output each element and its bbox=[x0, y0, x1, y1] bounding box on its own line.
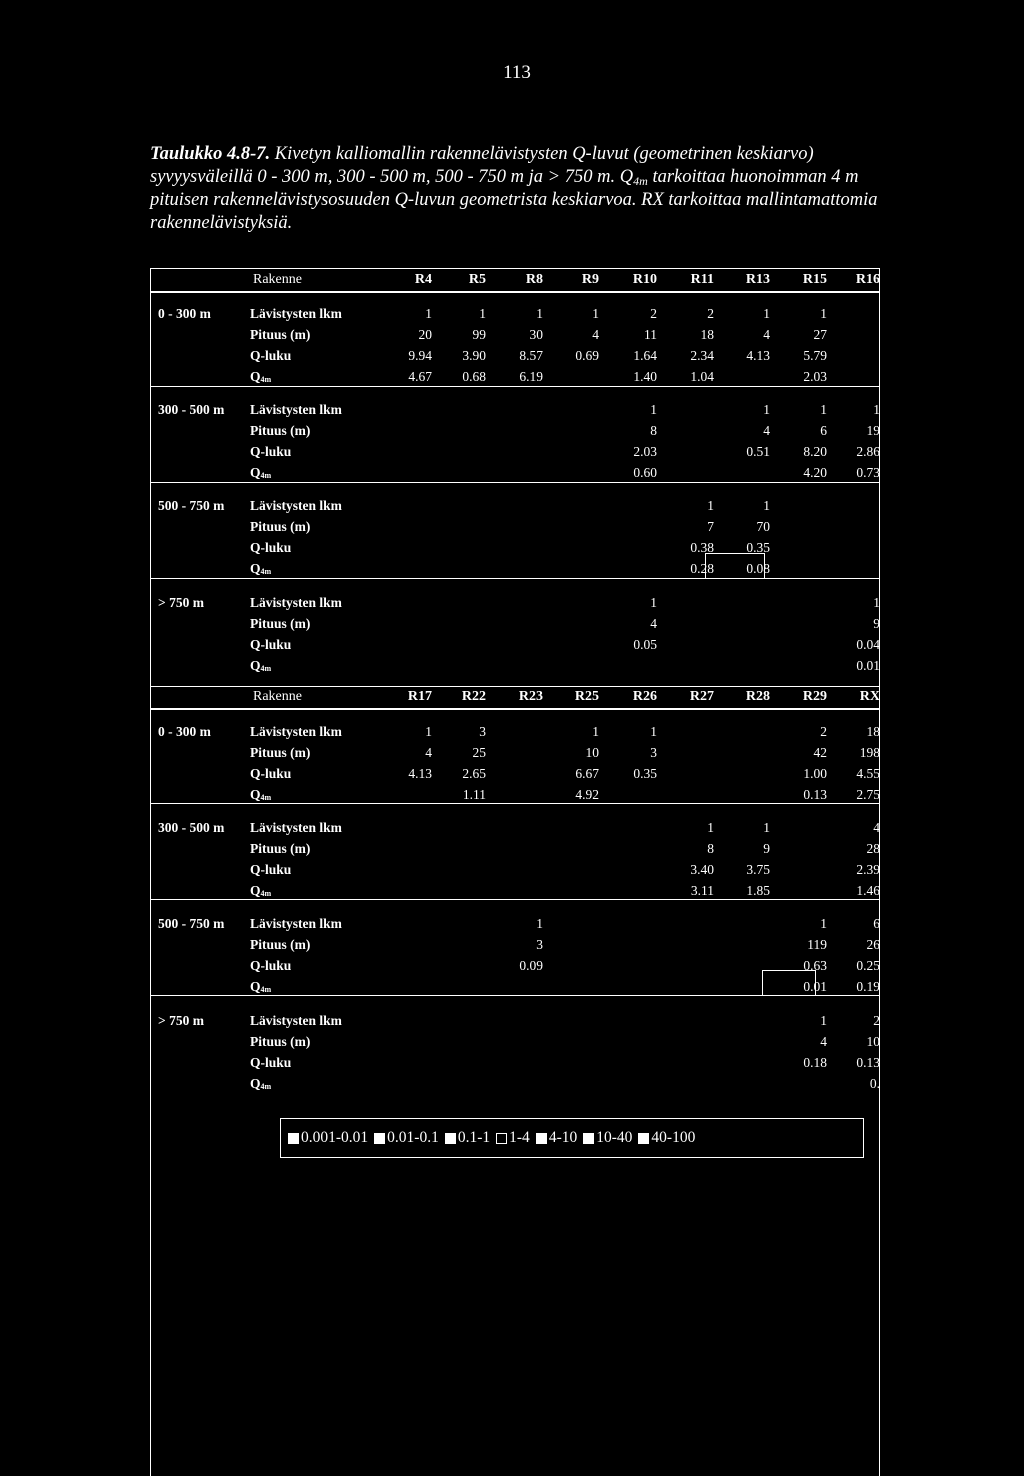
table-cell: 19 bbox=[866, 423, 880, 438]
table-cell: 1.46 bbox=[856, 883, 880, 898]
table-cell: 28 bbox=[866, 841, 880, 856]
table-cell: 3.90 bbox=[462, 348, 486, 363]
column-header: R15 bbox=[802, 272, 827, 287]
table-cell: 0.51 bbox=[746, 444, 770, 459]
table-cell: 4.20 bbox=[803, 465, 827, 480]
legend-label: 1-4 bbox=[509, 1129, 530, 1146]
legend-item bbox=[536, 1129, 577, 1147]
column-header: R9 bbox=[581, 272, 599, 287]
row-label: Lävistysten lkm bbox=[250, 1013, 342, 1028]
row-label: Lävistysten lkm bbox=[250, 916, 342, 931]
row-label: Pituus (m) bbox=[250, 841, 311, 856]
depth-interval-label: 300 - 500 m bbox=[158, 820, 225, 835]
table-cell: 4 bbox=[763, 327, 770, 342]
row-label: Q-luku bbox=[250, 862, 292, 877]
table-cell: 1.11 bbox=[462, 787, 486, 802]
row-label: Pituus (m) bbox=[250, 1034, 311, 1049]
table-cell: 1 bbox=[707, 820, 714, 835]
table-cell: 1 bbox=[820, 306, 827, 321]
legend-item bbox=[583, 1129, 632, 1147]
table-cell: 0.28 bbox=[690, 561, 714, 576]
table-cell: 2 bbox=[873, 1013, 880, 1028]
table-cell: 4.92 bbox=[575, 787, 599, 802]
table-cell: 0.05 bbox=[633, 637, 657, 652]
table-cell: 0.08 bbox=[746, 561, 770, 576]
table-cell: 0.04 bbox=[856, 637, 880, 652]
column-header: R26 bbox=[632, 689, 657, 704]
table-cell: 18 bbox=[700, 327, 714, 342]
table-cell: 7 bbox=[707, 519, 714, 534]
row-label: Lävistysten lkm bbox=[250, 724, 342, 739]
table-cell: 0.60 bbox=[633, 465, 657, 480]
depth-interval-label: 300 - 500 m bbox=[158, 402, 225, 417]
row-label-q4m bbox=[250, 561, 271, 580]
caption-label: Taulukko 4.8-7. bbox=[150, 144, 271, 164]
table-cell: 1 bbox=[536, 306, 543, 321]
table-cell: 1 bbox=[479, 306, 486, 321]
table-cell: 8.20 bbox=[803, 444, 827, 459]
q-subscript: 4m bbox=[260, 375, 272, 384]
row-label: Pituus (m) bbox=[250, 423, 311, 438]
table-cell: 4.13 bbox=[408, 766, 432, 781]
q-symbol: Q bbox=[250, 465, 261, 480]
q-symbol: Q bbox=[250, 1076, 261, 1091]
table-cell: 4 bbox=[592, 327, 599, 342]
table-cell: 1.04 bbox=[690, 369, 714, 384]
table-cell: 70 bbox=[756, 519, 770, 534]
table-cell: 198 bbox=[859, 745, 880, 760]
table-cell: 0.19 bbox=[856, 979, 880, 994]
depth-interval-label: 0 - 300 m bbox=[158, 306, 211, 321]
table-cell: 6.19 bbox=[519, 369, 543, 384]
table-cell: 0. bbox=[869, 1076, 880, 1091]
header-rakenne: Rakenne bbox=[253, 272, 302, 287]
table-cell: 6.67 bbox=[575, 766, 599, 781]
row-label: Q-luku bbox=[250, 637, 292, 652]
legend-item bbox=[638, 1129, 695, 1147]
table-cell: 1 bbox=[425, 724, 432, 739]
row-label-q4m bbox=[250, 787, 271, 806]
table-cell: 2 bbox=[707, 306, 714, 321]
legend-swatch bbox=[374, 1133, 385, 1144]
table-cell: 1 bbox=[820, 402, 827, 417]
legend-item bbox=[374, 1129, 439, 1147]
table-cell: 10 bbox=[585, 745, 599, 760]
table-cell: 3 bbox=[536, 937, 543, 952]
table-cell: 8.57 bbox=[519, 348, 543, 363]
row-label-q4m bbox=[250, 883, 271, 902]
table-cell: 2.86 bbox=[856, 444, 880, 459]
legend-label: 0.001-0.01 bbox=[301, 1129, 369, 1146]
legend-swatch bbox=[288, 1133, 299, 1144]
table-cell: 1 bbox=[873, 595, 880, 610]
table-cell: 0.18 bbox=[803, 1055, 827, 1070]
table-cell: 0.63 bbox=[803, 958, 827, 973]
table-cell: 42 bbox=[813, 745, 827, 760]
table-cell: 1 bbox=[873, 402, 880, 417]
rule-header-1 bbox=[150, 291, 880, 293]
column-header: R17 bbox=[407, 689, 432, 704]
table-cell: 1 bbox=[592, 306, 599, 321]
row-label: Pituus (m) bbox=[250, 745, 311, 760]
row-label-q4m bbox=[250, 1076, 271, 1095]
table-cell: 3.11 bbox=[690, 883, 714, 898]
table-cell: 0.13 bbox=[856, 1055, 880, 1070]
column-header: R8 bbox=[525, 272, 543, 287]
row-label: Q-luku bbox=[250, 540, 292, 555]
table-cell: 1.00 bbox=[803, 766, 827, 781]
row-label: Pituus (m) bbox=[250, 327, 311, 342]
caption-text-1: Kivetyn kalliomallin rakennelävistysten Q-luvut (geometrinen keskiarvo) syvyysväleillä 0 - 300 m, 300 - 500 m, 500 - 750 m ja > 750 m. Q bbox=[150, 144, 814, 187]
table-cell: 4.67 bbox=[408, 369, 432, 384]
table-cell: 119 bbox=[807, 937, 827, 952]
table-cell: 1 bbox=[763, 402, 770, 417]
table-cell: 9 bbox=[763, 841, 770, 856]
table-cell: 0.25 bbox=[856, 958, 880, 973]
q-subscript: 4m bbox=[260, 664, 272, 673]
table-cell: 5.79 bbox=[803, 348, 827, 363]
table-cell: 26 bbox=[866, 937, 880, 952]
table-cell: 8 bbox=[650, 423, 657, 438]
table-cell: 11 bbox=[644, 327, 657, 342]
depth-interval-label: 0 - 300 m bbox=[158, 724, 211, 739]
q-subscript: 4m bbox=[260, 1082, 272, 1091]
row-label: Lävistysten lkm bbox=[250, 306, 342, 321]
column-header: R11 bbox=[690, 272, 714, 287]
table-cell: 9.94 bbox=[408, 348, 432, 363]
table-cell: 99 bbox=[472, 327, 486, 342]
table-cell: 20 bbox=[418, 327, 432, 342]
q-symbol: Q bbox=[250, 369, 261, 384]
row-label: Pituus (m) bbox=[250, 616, 311, 631]
table-cell: 0.35 bbox=[633, 766, 657, 781]
column-header: R5 bbox=[468, 272, 486, 287]
table-cell: 0.01 bbox=[803, 979, 827, 994]
table-cell: 1 bbox=[763, 820, 770, 835]
table-cell: 0.69 bbox=[575, 348, 599, 363]
column-header: RX bbox=[859, 689, 880, 704]
table-caption bbox=[150, 143, 890, 235]
table-cell: 25 bbox=[472, 745, 486, 760]
legend-item bbox=[288, 1129, 368, 1147]
legend-label: 0.01-0.1 bbox=[387, 1129, 439, 1146]
row-label: Q-luku bbox=[250, 444, 292, 459]
table-cell: 30 bbox=[529, 327, 543, 342]
table-cell: 3.75 bbox=[746, 862, 770, 877]
row-label: Q-luku bbox=[250, 766, 292, 781]
table-cell: 1 bbox=[763, 306, 770, 321]
header-rakenne: Rakenne bbox=[253, 689, 302, 704]
legend-label: 10-40 bbox=[596, 1129, 633, 1146]
table-cell: 2.75 bbox=[856, 787, 880, 802]
q-symbol: Q bbox=[250, 787, 261, 802]
caption-text-2: tarkoittaa huonoimman 4 m pituisen rakennelävistysosuuden Q-luvun geometrista keskiarvoa. RX tarkoittaa mallintamattomia rakennelävistyksiä. bbox=[150, 167, 878, 233]
table-cell: 0.73 bbox=[856, 465, 880, 480]
page-number: 113 bbox=[503, 62, 531, 83]
legend-label: 40-100 bbox=[651, 1129, 696, 1146]
q-symbol: Q bbox=[250, 561, 261, 576]
q-subscript: 4m bbox=[260, 567, 272, 576]
table-cell: 1 bbox=[650, 724, 657, 739]
q-subscript: 4m bbox=[260, 985, 272, 994]
column-header: R27 bbox=[689, 689, 714, 704]
legend-swatch bbox=[536, 1133, 547, 1144]
table-cell: 6 bbox=[873, 916, 880, 931]
row-label-q4m bbox=[250, 465, 271, 484]
column-header: R28 bbox=[745, 689, 770, 704]
row-label-q4m bbox=[250, 979, 271, 998]
table-cell: 2.39 bbox=[856, 862, 880, 877]
table-cell: 1 bbox=[536, 916, 543, 931]
table-cell: 4 bbox=[873, 820, 880, 835]
rule-header-2 bbox=[150, 708, 880, 710]
table-cell: 27 bbox=[813, 327, 827, 342]
table-cell: 1.40 bbox=[633, 369, 657, 384]
caption-subscript: 4m bbox=[633, 174, 648, 188]
q-subscript: 4m bbox=[260, 793, 272, 802]
row-label: Lävistysten lkm bbox=[250, 498, 342, 513]
table-cell: 1 bbox=[650, 595, 657, 610]
legend-swatch bbox=[638, 1133, 649, 1144]
rule-4 bbox=[150, 686, 880, 687]
table-cell: 2 bbox=[820, 724, 827, 739]
row-label: Pituus (m) bbox=[250, 937, 311, 952]
legend bbox=[280, 1118, 864, 1158]
table-cell: 2.03 bbox=[803, 369, 827, 384]
depth-interval-label: 500 - 750 m bbox=[158, 498, 225, 513]
row-label: Pituus (m) bbox=[250, 519, 311, 534]
table-cell: 0.13 bbox=[803, 787, 827, 802]
column-header: R23 bbox=[518, 689, 543, 704]
legend-swatch bbox=[583, 1133, 594, 1144]
table-cell: 3 bbox=[650, 745, 657, 760]
row-label: Q-luku bbox=[250, 1055, 292, 1070]
table-cell: 3.40 bbox=[690, 862, 714, 877]
table-cell: 4 bbox=[763, 423, 770, 438]
row-label-q4m bbox=[250, 658, 271, 677]
depth-interval-label: > 750 m bbox=[158, 595, 204, 610]
row-label: Lävistysten lkm bbox=[250, 595, 342, 610]
column-header: R13 bbox=[745, 272, 770, 287]
legend-item bbox=[496, 1129, 530, 1147]
table-cell: 0.38 bbox=[690, 540, 714, 555]
table-cell: 3 bbox=[479, 724, 486, 739]
table-cell: 4 bbox=[425, 745, 432, 760]
depth-interval-label: 500 - 750 m bbox=[158, 916, 225, 931]
table-cell: 0.35 bbox=[746, 540, 770, 555]
q-subscript: 4m bbox=[260, 889, 272, 898]
table-cell: 6 bbox=[820, 423, 827, 438]
table-cell: 2.34 bbox=[690, 348, 714, 363]
table-cell: 1.85 bbox=[746, 883, 770, 898]
q-symbol: Q bbox=[250, 979, 261, 994]
table-cell: 1 bbox=[592, 724, 599, 739]
column-header: R29 bbox=[802, 689, 827, 704]
column-header: R16 bbox=[855, 272, 880, 287]
table-cell: 4.13 bbox=[746, 348, 770, 363]
table-cell: 0.09 bbox=[519, 958, 543, 973]
q-subscript: 4m bbox=[260, 471, 272, 480]
legend-swatch bbox=[445, 1133, 456, 1144]
row-label-q4m bbox=[250, 369, 271, 388]
table-cell: 1 bbox=[650, 402, 657, 417]
table-cell: 2.65 bbox=[462, 766, 486, 781]
table-cell: 1 bbox=[820, 916, 827, 931]
legend-label: 4-10 bbox=[548, 1129, 578, 1146]
row-label: Lävistysten lkm bbox=[250, 402, 342, 417]
legend-label: 0.1-1 bbox=[457, 1129, 491, 1146]
table-cell: 1 bbox=[425, 306, 432, 321]
q-symbol: Q bbox=[250, 658, 261, 673]
column-header: R10 bbox=[632, 272, 657, 287]
column-header: R22 bbox=[461, 689, 486, 704]
table-cell: 0.01 bbox=[856, 658, 880, 673]
table-cell: 9 bbox=[873, 616, 880, 631]
table-cell: 4 bbox=[820, 1034, 827, 1049]
legend-item bbox=[445, 1129, 490, 1147]
column-header: R25 bbox=[574, 689, 599, 704]
row-label: Lävistysten lkm bbox=[250, 820, 342, 835]
table-cell: 2 bbox=[650, 306, 657, 321]
legend-swatch-hollow bbox=[496, 1133, 507, 1144]
table-cell: 1 bbox=[820, 1013, 827, 1028]
row-label: Q-luku bbox=[250, 348, 292, 363]
table-cell: 18 bbox=[866, 724, 880, 739]
table-cell: 0.68 bbox=[462, 369, 486, 384]
row-label: Q-luku bbox=[250, 958, 292, 973]
column-header: R4 bbox=[414, 272, 432, 287]
depth-interval-label: > 750 m bbox=[158, 1013, 204, 1028]
q-symbol: Q bbox=[250, 883, 261, 898]
table-cell: 4 bbox=[650, 616, 657, 631]
table-cell: 1.64 bbox=[633, 348, 657, 363]
table-cell: 8 bbox=[707, 841, 714, 856]
table-cell: 10 bbox=[866, 1034, 880, 1049]
table-cell: 4.55 bbox=[856, 766, 880, 781]
table-cell: 1 bbox=[763, 498, 770, 513]
table-cell: 1 bbox=[707, 498, 714, 513]
table-cell: 2.03 bbox=[633, 444, 657, 459]
